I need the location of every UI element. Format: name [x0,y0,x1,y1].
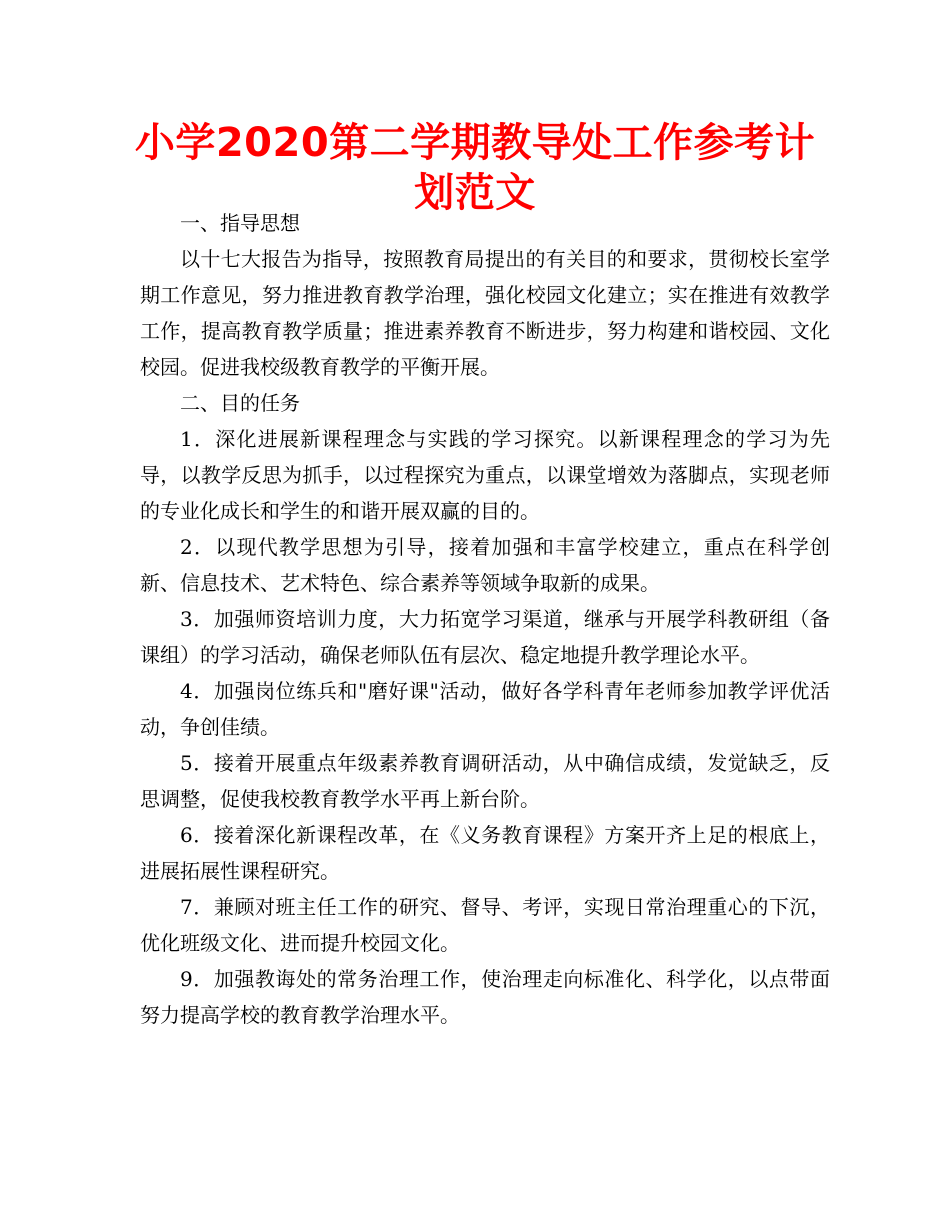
task-item-4: 4．加强岗位练兵和"磨好课"活动，做好各学科青年老师参加教学评优活动，争创佳绩。 [140,679,830,739]
section-heading-guiding-ideology: 一、指导思想 [180,211,300,235]
task-item-5: 5．接着开展重点年级素养教育调研活动，从中确信成绩，发觉缺乏，反思调整，促使我校教育教学水平再上新台阶。 [140,751,830,811]
paragraph-guiding-ideology: 以十七大报告为指导，按照教育局提出的有关目的和要求，贯彻校长室学期工作意见，努力推进教育教学治理，强化校园文化建立；实在推进有效教学工作，提高教育教学质量；推进素养教育不断进步，努力构建和谐校园、文化校园。促进我校级教育教学的平衡开展。 [140,247,830,379]
task-item-3: 3．加强师资培训力度，大力拓宽学习渠道，继承与开展学科教研组（备课组）的学习活动，确保老师队伍有层次、稳定地提升教学理论水平。 [140,607,830,667]
task-item-2: 2．以现代教学思想为引导，接着加强和丰富学校建立，重点在科学创新、信息技术、艺术特色、综合素养等领域争取新的成果。 [140,535,830,595]
document-title: 小学2020第二学期教导处工作参考计划范文 [134,120,816,216]
document-body [140,205,830,1033]
section-heading-goals-tasks: 二、目的任务 [180,391,300,415]
task-item-7: 7．兼顾对班主任工作的研究、督导、考评，实现日常治理重心的下沉，优化班级文化、进而提升校园文化。 [140,895,830,955]
task-item-1: 1．深化进展新课程理念与实践的学习探究。以新课程理念的学习为先导，以教学反思为抓手，以过程探究为重点，以课堂增效为落脚点，实现老师的专业化成长和学生的和谐开展双赢的目的。 [140,427,830,523]
task-item-9: 9．加强教诲处的常务治理工作，使治理走向标准化、科学化，以点带面努力提高学校的教育教学治理水平。 [140,967,830,1027]
task-item-6: 6．接着深化新课程改革，在《义务教育课程》方案开齐上足的根底上，进展拓展性课程研究。 [140,823,830,883]
